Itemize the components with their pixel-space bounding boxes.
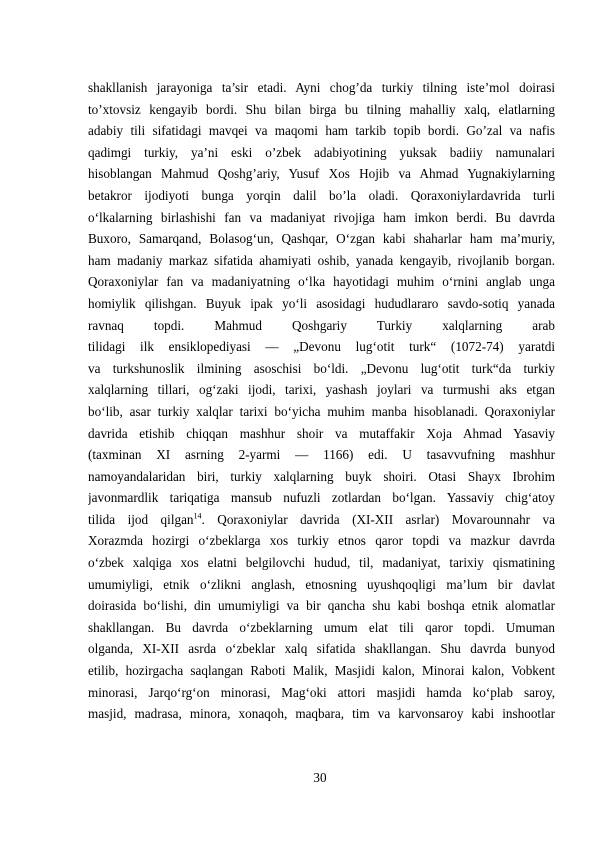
text-line: Buxoro, Samarqand, Bolasog‘un, Qashqar, O‘zgan kabi shaharlar ham maʼmuriy, — [88, 231, 555, 247]
text-line: ravnaq topdi. Mahmud Qoshgariy Turkiy xalqlarning arab — [88, 317, 555, 333]
text-line: doirasida bo‘lishi, din umumiyligi va bir qancha shu kabi boshqa etnik alomatlar — [88, 598, 555, 614]
text-line: to’xtovsiz kengayib bordi. Shu bilan birga bu tilning mahalliy xalq, elatlarning — [88, 101, 555, 117]
text-line: betakror ijodiyoti bunga yorqin dalil bo’la oladi. Qoraxoniylardavrida turli — [88, 187, 555, 203]
page-body — [88, 77, 555, 725]
text-line: hisoblangan Mahmud Qoshg’ariy, Yusuf Xos Hojib va Ahmad Yugnakiylarning — [88, 166, 555, 182]
text-line: homiylik qilishgan. Buyuk ipak yo‘li asosidagi hududlararo savdo-sotiq yanada — [88, 295, 555, 311]
text-line: olganda, XI-XII asrda o‘zbeklar xalq sifatida shakllangan. Shu davrda bunyod — [88, 641, 555, 657]
text-line: namoyandalaridan biri, turkiy xalqlarning buyk shoiri. Otasi Shayx Ibrohim — [88, 468, 555, 484]
text-line-with-footnote — [88, 509, 555, 531]
text-line: javonmardlik tariqatiga mansub nufuzli zotlardan bo‘lgan. Yassaviy chig‘atoy — [88, 490, 555, 506]
text-line: ham madaniy markaz sifatida ahamiyati oshib, yanada kengayib, rivojlanib borgan. — [88, 252, 555, 268]
text-fragment: . Qoraxoniylar davrida (XI-XII asrlar) Movarounnahr va — [201, 511, 555, 527]
text-line: Qoraxoniylar fan va madaniyatning o‘lka hayotidagi muhim o‘rnini anglab unga — [88, 274, 555, 290]
text-line: va turkshunoslik ilmining asoschisi bo‘ldi. „Devonu lug‘otit turk“da turkiy — [88, 360, 555, 376]
text-line: minorasi, Jarqo‘rg‘on minorasi, Mag‘oki attori masjidi hamda ko‘plab saroy, — [88, 684, 555, 700]
text-line: (taxminan XI asrning 2-yarmi — 1166) edi. U tasavvufning mashhur — [88, 447, 555, 463]
text-line: umumiyligi, etnik o‘zlikni anglash, etnosning uyushqoqligi maʼlum bir davlat — [88, 576, 555, 592]
text-line: Xorazmda hozirgi o‘zbeklarga xos turkiy etnos qaror topdi va mazkur davrda — [88, 533, 555, 549]
text-line: bo‘lib, asar turkiy xalqlar tarixi bo‘yicha muhim manba hisoblanadi. Qoraxoniylar — [88, 403, 555, 419]
text-line: xalqlarning tillari, og‘zaki ijodi, tarixi, yashash joylari va turmushi aks etgan — [88, 382, 555, 398]
footnote-reference[interactable]: 14 — [193, 511, 202, 521]
text-line: shakllanish jarayoniga ta’sir etadi. Ayni chog’da turkiy tilning iste’mol doirasi — [88, 80, 555, 95]
text-line: masjid, madrasa, minora, xonaqoh, maqbara, tim va karvonsaroy kabi inshootlar — [88, 706, 555, 722]
text-line: o‘lkalarning birlashishi fan va madaniyat rivojiga ham imkon berdi. Bu davrda — [88, 209, 555, 225]
text-line: davrida etishib chiqqan mashhur shoir va mutaffakir Xoja Ahmad Yasaviy — [88, 425, 555, 441]
text-fragment: tilida ijod qilgan — [88, 511, 194, 527]
text-line: shakllangan. Bu davrda o‘zbeklarning umum elat tili qaror topdi. Umuman — [88, 619, 555, 635]
text-line: o‘zbek xalqiga xos elatni belgilovchi hudud, til, madaniyat, tarixiy qismatining — [88, 555, 555, 571]
page-number: 30 — [313, 770, 327, 785]
text-line: tilidagi ilk ensiklopediyasi — „Devonu lug‘otit turk“ (1072-74) yaratdi — [88, 339, 555, 355]
text-line: etilib, hozirgacha saqlangan Raboti Malik, Masjidi kalon, Minorai kalon, Vobkent — [88, 663, 555, 679]
text-line: adabiy tili sifatidagi mavqei va maqomi ham tarkib topib bordi. Go’zal va nafis — [88, 123, 555, 139]
text-line: qadimgi turkiy, ya’ni eski o’zbek adabiyotining yuksak badiiy namunalari — [88, 144, 555, 160]
